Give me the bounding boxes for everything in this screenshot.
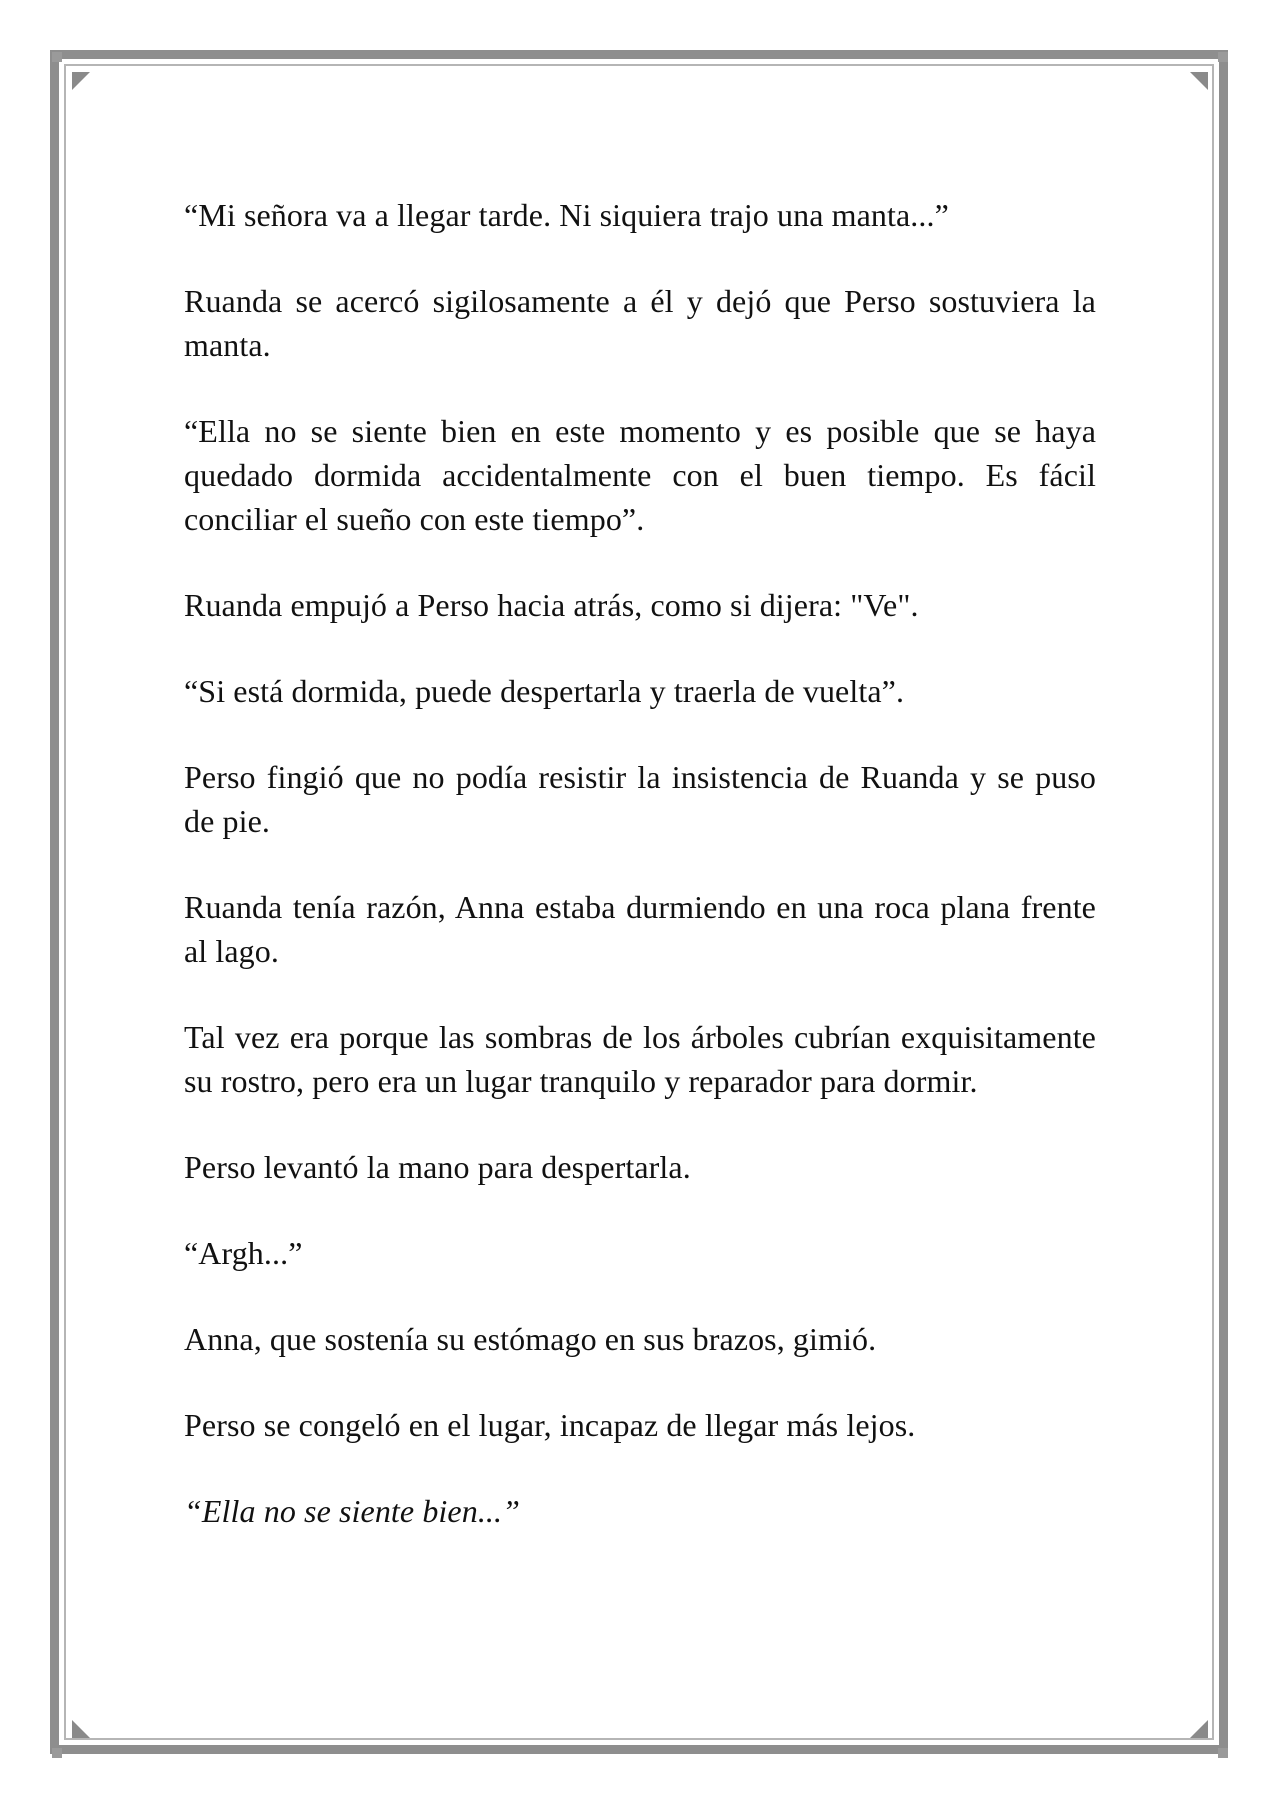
paragraph-italic-thought: “Ella no se siente bien...” — [184, 1493, 521, 1529]
corner-triangle-top-right — [1190, 72, 1208, 90]
page-body — [184, 193, 1096, 1575]
corner-ornament-top-right — [1218, 52, 1228, 62]
corner-triangle-bottom-left — [72, 1720, 90, 1738]
paragraph: “Mi señora va a llegar tarde. Ni siquiera trajo una manta...” — [184, 197, 949, 233]
corner-triangle-top-left — [72, 72, 90, 90]
paragraph: “Argh...” — [184, 1235, 303, 1271]
paragraph: Ruanda se acercó sigilosamente a él y dejó que Perso sostuviera la manta. — [184, 283, 1096, 363]
paragraph: Perso fingió que no podía resistir la insistencia de Ruanda y se puso de pie. — [184, 759, 1096, 839]
paragraph: Ruanda empujó a Perso hacia atrás, como si dijera: "Ve". — [184, 587, 919, 623]
corner-ornament-bottom-right — [1218, 1748, 1228, 1758]
paragraph: “Si está dormida, puede despertarla y traerla de vuelta”. — [184, 673, 905, 709]
paragraph: Perso levantó la mano para despertarla. — [184, 1149, 691, 1185]
paragraph: Perso se congeló en el lugar, incapaz de llegar más lejos. — [184, 1407, 916, 1443]
paragraph: Ruanda tenía razón, Anna estaba durmiendo en una roca plana frente al lago. — [184, 889, 1096, 969]
corner-ornament-top-left — [52, 52, 62, 62]
paragraph: “Ella no se siente bien en este momento y es posible que se haya quedado dormida accidentalmente con el buen tiempo. Es fácil conciliar el sueño con este tiempo”. — [184, 413, 1096, 537]
corner-ornament-bottom-left — [52, 1748, 62, 1758]
paragraph: Anna, que sostenía su estómago en sus brazos, gimió. — [184, 1321, 877, 1357]
paragraph: Tal vez era porque las sombras de los árboles cubrían exquisitamente su rostro, pero era un lugar tranquilo y reparador para dormir. — [184, 1019, 1096, 1099]
corner-triangle-bottom-right — [1190, 1720, 1208, 1738]
